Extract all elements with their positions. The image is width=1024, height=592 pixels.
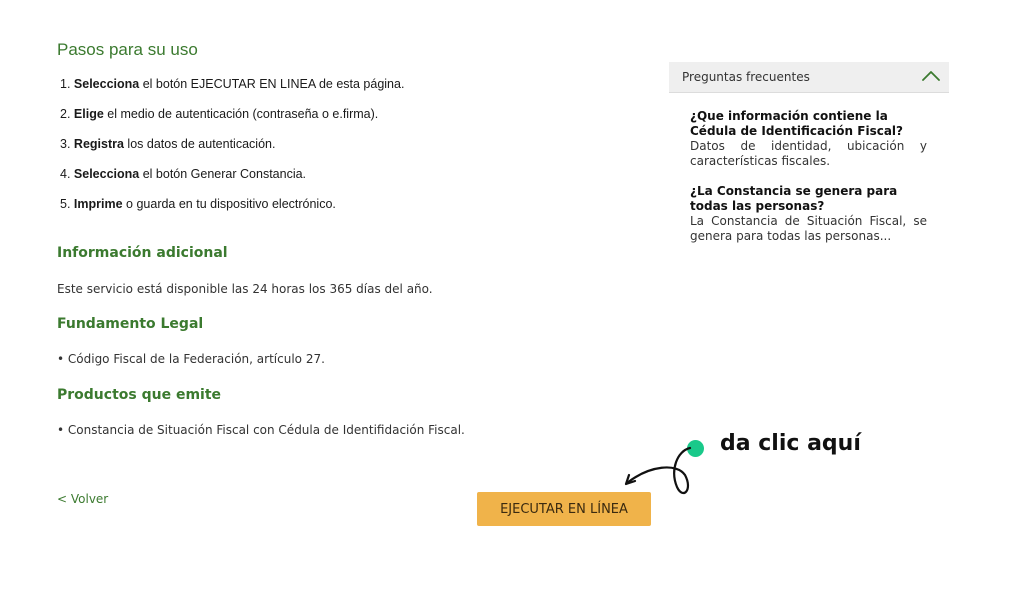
faq-item bbox=[690, 184, 927, 244]
step-number: 3. bbox=[60, 137, 71, 151]
step-verb: Selecciona bbox=[73, 77, 140, 91]
step-text: el medio de autenticación (contraseña o e.firma). bbox=[103, 107, 379, 121]
back-link[interactable]: < Volver bbox=[57, 492, 109, 506]
faq-title: Preguntas frecuentes bbox=[682, 70, 810, 84]
step-number: 2. bbox=[60, 107, 71, 121]
step-item bbox=[60, 166, 404, 196]
legal-text: • Código Fiscal de la Federación, artículo 27. bbox=[57, 352, 325, 366]
faq-body bbox=[669, 93, 949, 244]
products-heading: Productos que emite bbox=[57, 387, 222, 403]
step-number: 5. bbox=[60, 197, 71, 211]
faq-question[interactable]: ¿La Constancia se genera para todas las personas? bbox=[690, 184, 898, 213]
annotation-text: da clic aquí bbox=[720, 431, 861, 456]
faq-header[interactable] bbox=[669, 62, 949, 93]
step-item bbox=[60, 106, 404, 136]
step-verb: Elige bbox=[73, 107, 104, 121]
step-text: o guarda en tu dispositivo electrónico. bbox=[122, 197, 336, 211]
additional-info-text: Este servicio está disponible las 24 horas los 365 días del año. bbox=[57, 282, 433, 296]
run-online-button[interactable]: EJECUTAR EN LÍNEA bbox=[477, 492, 651, 526]
faq-panel bbox=[669, 62, 949, 259]
step-item bbox=[60, 136, 404, 166]
step-number: 4. bbox=[60, 167, 71, 181]
steps-list bbox=[60, 76, 404, 226]
faq-answer: La Constancia de Situación Fiscal, se genera para todas las personas... bbox=[690, 214, 927, 243]
step-verb: Registra bbox=[73, 137, 124, 151]
step-text: el botón EJECUTAR EN LINEA de esta página. bbox=[139, 77, 405, 91]
curved-arrow-icon bbox=[615, 445, 695, 505]
step-text: los datos de autenticación. bbox=[123, 137, 276, 151]
chevron-up-icon[interactable] bbox=[922, 68, 940, 86]
step-number: 1. bbox=[60, 77, 71, 91]
step-text: el botón Generar Constancia. bbox=[139, 167, 307, 181]
additional-info-heading: Información adicional bbox=[57, 245, 228, 261]
legal-heading: Fundamento Legal bbox=[57, 316, 204, 332]
step-item bbox=[60, 76, 404, 106]
products-text: • Constancia de Situación Fiscal con Cédula de Identifidación Fiscal. bbox=[57, 423, 465, 437]
step-verb: Selecciona bbox=[73, 167, 140, 181]
faq-question[interactable]: ¿Que información contiene la Cédula de Identificación Fiscal? bbox=[690, 109, 903, 138]
faq-item bbox=[690, 109, 927, 169]
step-item bbox=[60, 196, 404, 226]
faq-answer: Datos de identidad, ubicación y características fiscales. bbox=[690, 139, 927, 168]
step-verb: Imprime bbox=[73, 197, 123, 211]
steps-title: Pasos para su uso bbox=[57, 40, 198, 59]
